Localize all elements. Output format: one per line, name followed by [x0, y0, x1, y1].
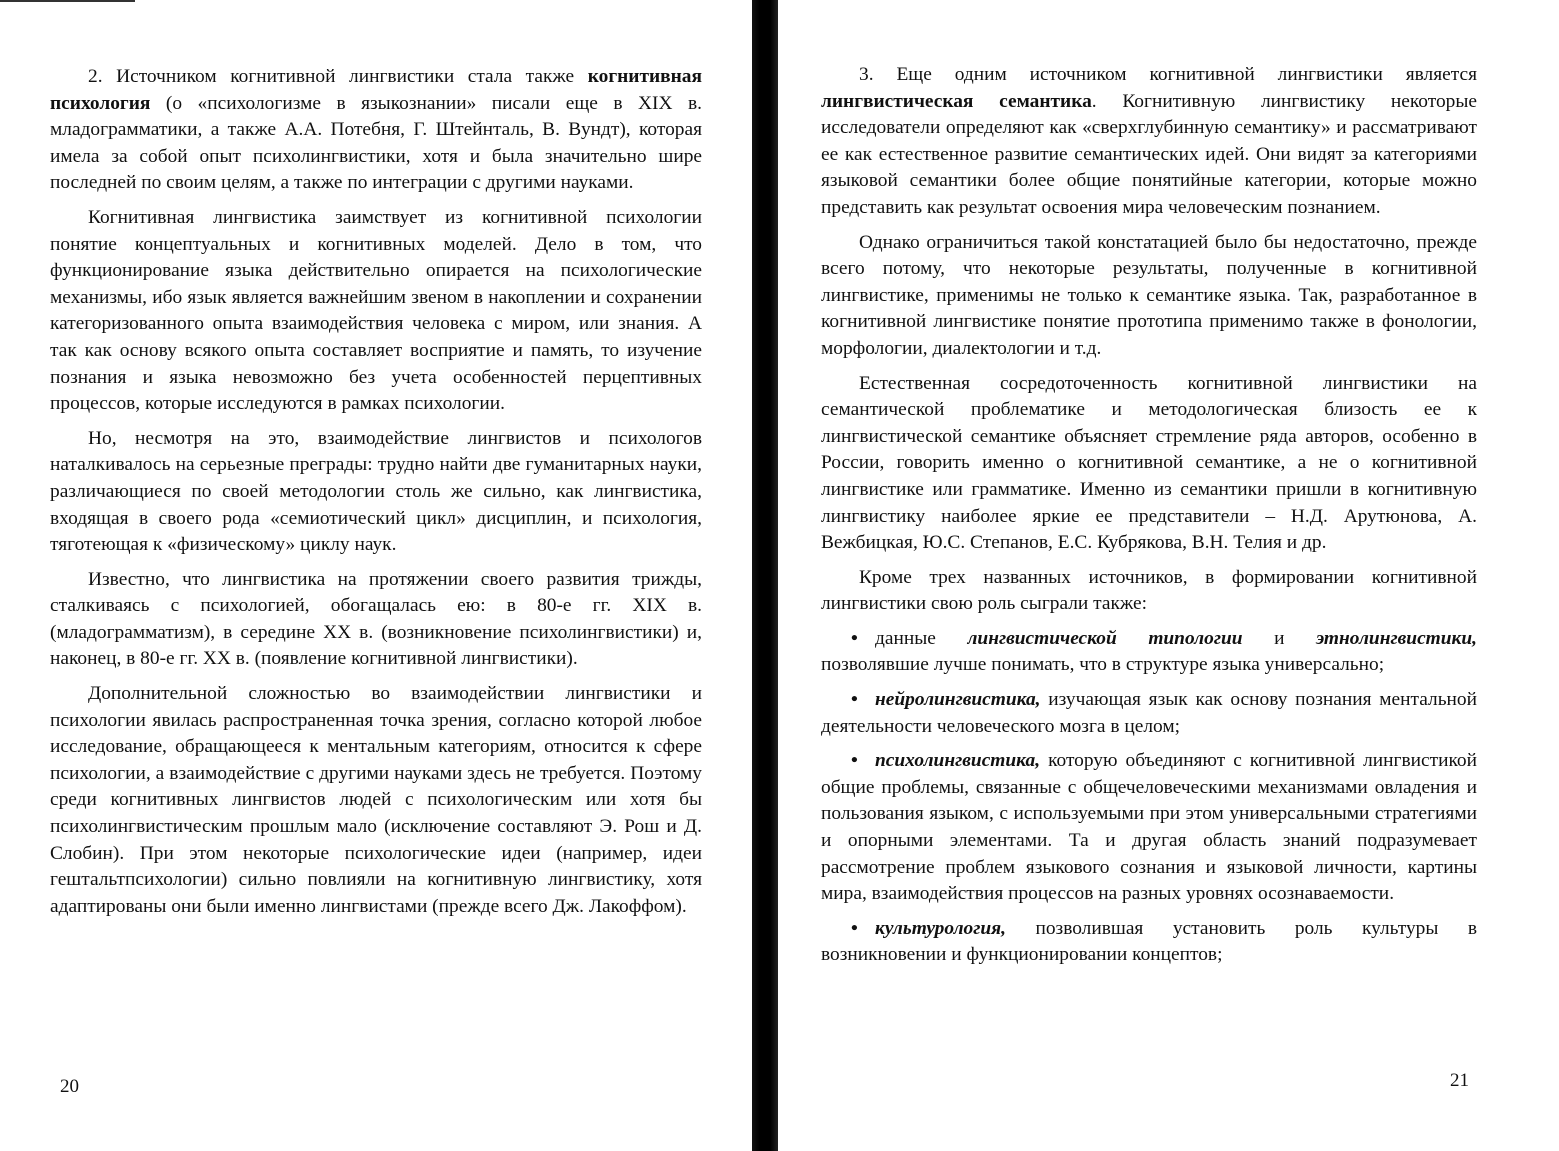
bullet-item: [821, 916, 1477, 969]
emphasized-term: лингвистической типологии: [967, 627, 1243, 649]
text-run: Естественная сосредоточенность когнитивной лингвистики на семантической проблематике и методологическая близость ее к лингвистической семантике объясняет стремление ряда авторов, особенно в России, говорить именно о когнитивной семантике, а не о когнитивной лингвистике или грамматике. Именно из семантики пришли в когнитивную лингвистику наиболее яркие ее представители – Н.Д. Арутюнова, А. Вежбицкая, Ю.С. Степанов, Е.С. Кубрякова, В.Н. Телия и др.: [821, 372, 1477, 554]
text-run: которую объединяют с когнитивной лингвистикой общие проблемы, связанные с общечеловеческими механизмами овладения и пользования языком, с используемыми при этом универсальными стратегиями и опорными элементами. Та и другая область знаний подразумевает рассмотрение проблем языкового сознания и языковой личности, картины мира, взаимодействия процессов на разных уровнях осознаваемости.: [821, 750, 1477, 905]
text-run: Но, несмотря на это, взаимодействие лингвистов и психологов наталкивалось на серьезные преграды: трудно найти две гуманитарных науки, различающиеся по своей методологии столь же сильно, как лингвистика, входящая в своего рода «семиотический цикл» дисциплин, и психология, тяготеющая к «физическому» циклу наук.: [50, 427, 702, 556]
text-run: позволявшие лучше понимать, что в структуре языка универсально;: [821, 654, 1385, 676]
paragraph: [50, 681, 702, 920]
text-run: Кроме трех названных источников, в формировании когнитивной лингвистики свою роль сыграли также:: [821, 566, 1477, 615]
paragraph: [821, 565, 1477, 618]
emphasized-term: культурология,: [875, 917, 1007, 939]
bullet-icon: •: [851, 750, 858, 772]
text-run: данные: [875, 627, 968, 649]
paragraph: [821, 371, 1477, 557]
text-run: 2. Источником когнитивной лингвистики стала также: [88, 66, 588, 87]
text-run: Однако ограничиться такой констатацией было бы недостаточно, прежде всего потому, что некоторые результаты, полученные в когнитивной лингвистике, применимы не только к семантике языка. Так, разработанное в когнитивной лингвистике понятие прототипа применимо также в фонологии, морфологии, диалектологии и т.д.: [821, 231, 1477, 359]
paragraph: [50, 205, 702, 418]
emphasized-term: психолингвистика,: [875, 750, 1041, 772]
text-run: изучающая язык как основу познания ментальной деятельности человеческого мозга в целом;: [821, 689, 1477, 737]
bullet-item: [821, 687, 1477, 740]
paragraph: [50, 426, 702, 559]
emphasized-term: этнолингвистики,: [1316, 627, 1478, 649]
text-run: Дополнительной сложностью во взаимодействии лингвистики и психологии явилась распространенная точка зрения, согласно которой любое исследование, обращающееся к ментальным категориям, относится к сфере психологии, а взаимодействие с другими науками здесь не требуется. Поэтому среди когнитивных лингвистов людей с психологическим или хотя бы психолингвистическим прошлым мало (исключение составляют Э. Рош и Д. Слобин). При этом некоторые психологические идеи (например, идеи гештальтпсихологии) сильно повлияли на когнитивную лингвистику, хотя адаптированы они были именно лингвистами (прежде всего Дж. Лакоффом).: [50, 683, 702, 917]
emphasized-term: когнитивная психология: [50, 66, 702, 114]
bullet-item: [821, 748, 1477, 908]
emphasized-term: нейролингвистика,: [875, 689, 1041, 711]
text-run: Когнитивная лингвистика заимствует из когнитивной психологии понятие концептуальных и когнитивных моделей. Дело в том, что функционирование языка действительно опирается на психологические механизмы, ибо язык является важнейшим звеном в накоплении и сохранении категоризованного опыта взаимодействия человека с миром, или знания. А так как основу всякого опыта составляет восприятие и память, то изучение познания и языка невозможно без учета особенностей перцептивных процессов, которые исследуются в рамках психологии.: [50, 206, 702, 415]
text-run: позволившая установить роль культуры в возникновении и функционировании концептов;: [821, 917, 1477, 966]
text-run: и: [1242, 627, 1317, 649]
text-run: Известно, что лингвистика на протяжении своего развития трижды, сталкиваясь с психологией, обогащалась ею: в 80-е гг. XIX в. (младограмматизм), в середине XX в. (возникновение психолингвистики) и, наконец, в 80-е гг. XX в. (появление когнитивной лингвистики).: [50, 568, 702, 670]
paragraph: [50, 64, 702, 197]
paragraph: [821, 230, 1477, 363]
page-number-right: 21: [1450, 1070, 1469, 1091]
bullet-icon: •: [851, 689, 858, 711]
text-run: 3. Еще одним источником когнитивной лингвистики является: [859, 64, 1477, 85]
bullet-icon: •: [851, 627, 858, 649]
paragraph: [50, 567, 702, 673]
page-number-left: 20: [60, 1076, 79, 1097]
left-page: [0, 0, 752, 1151]
bullet-icon: •: [851, 917, 858, 939]
book-gutter: [752, 0, 778, 1151]
left-text-column: [50, 64, 702, 928]
bullet-item: [821, 626, 1477, 679]
text-run: (о «психологизме в языкознании» писали еще в XIX в. младограмматики, а также А.А. Потебня, Г. Штейнталь, В. Вундт), которая имела за собой опыт психолингвистики, хотя и была значительно шире последней по своим целям, а также по интеграции с другими науками.: [50, 92, 702, 194]
emphasized-term: лингвистическая семантика: [821, 90, 1092, 112]
right-page: [778, 0, 1559, 1151]
text-run: . Когнитивную лингвистику некоторые исследователи определяют как «сверхглубинную семантику» и рассматривают ее как естественное развитие семантических идей. Они видят за категориями языковой семантики более общие понятийные категории, которые можно представить как результат освоения мира человеческим познанием.: [821, 90, 1477, 218]
right-text-column: [821, 62, 1477, 977]
paragraph: [821, 62, 1477, 222]
